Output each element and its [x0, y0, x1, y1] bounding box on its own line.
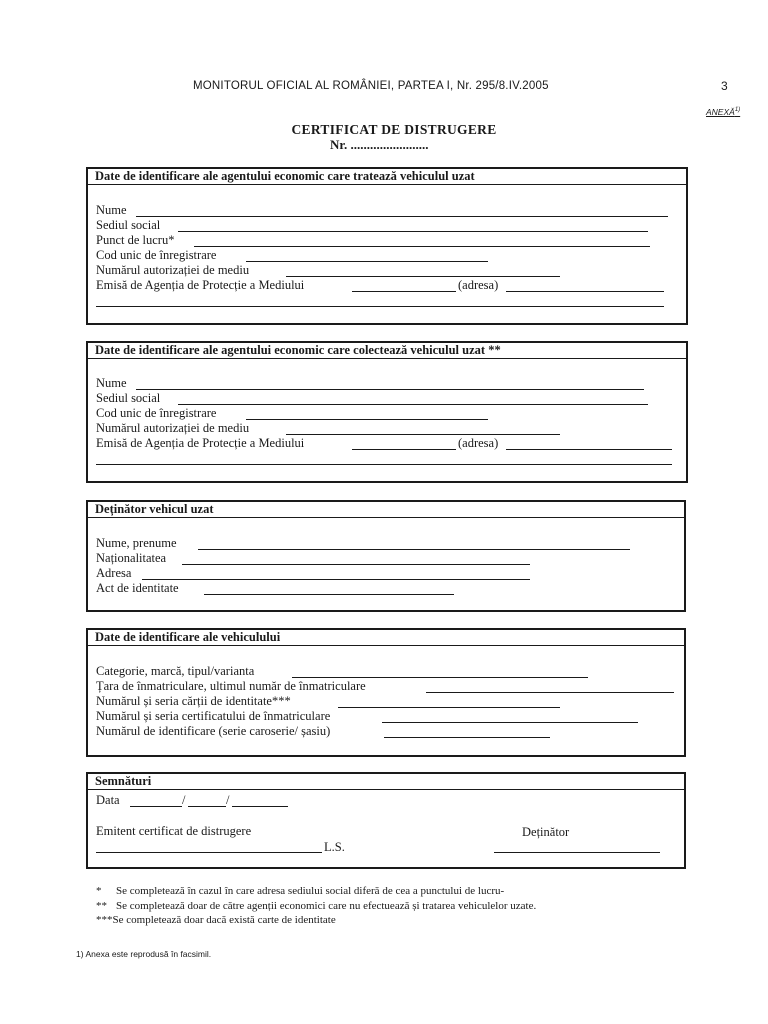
section-heading: Date de identificare ale agentului economic care colectează vehiculul uzat ** [88, 343, 686, 359]
field-label-headquarters: Sediul social [96, 391, 161, 405]
section-heading: Date de identificare ale agentului economic care tratează vehiculul uzat [88, 169, 686, 185]
headquarters-field[interactable] [178, 404, 648, 405]
section-heading: Semnături [88, 774, 684, 790]
vehicle-book-field[interactable] [338, 707, 560, 708]
section-vehicle-holder [86, 500, 686, 612]
section-heading: Deținător vehicul uzat [88, 502, 684, 518]
footnote [76, 949, 211, 959]
footnote-text: Anexa este reprodusă în facsimil. [85, 949, 212, 959]
note-2 [96, 900, 536, 912]
note-3 [96, 914, 336, 926]
field-label-category-make: Categorie, marcă, tipul/varianta [96, 664, 255, 678]
journal-header [193, 80, 549, 92]
note-mark: ** [96, 900, 107, 912]
field-label-full-name: Nume, prenume [96, 536, 177, 550]
agency-address-continuation[interactable] [96, 306, 664, 307]
field-label-issued-by: Emisă de Agenția de Protecție a Mediului [96, 278, 305, 292]
field-label-vin: Numărul de identificare (serie caroserie/ șasiu) [96, 724, 331, 738]
certificate-number: Nr. ........................ [330, 137, 429, 152]
field-label-vehicle-book: Numărul și seria cărții de identitate*** [96, 694, 291, 708]
field-label-registration-country: Țara de înmatriculare, ultimul număr de înmatriculare [96, 679, 366, 693]
section-collecting-agent [86, 341, 688, 483]
field-label-id-document: Act de identitate [96, 581, 179, 595]
registration-code-field[interactable] [246, 419, 488, 420]
field-label-address: Adresa [96, 566, 132, 580]
journal-name: MONITORUL OFICIAL AL ROMÂNIEI, [193, 80, 395, 92]
note-mark: *** [96, 914, 113, 926]
footnote-mark: 1) [76, 949, 84, 959]
env-permit-field[interactable] [286, 434, 560, 435]
env-permit-field[interactable] [286, 276, 560, 277]
headquarters-field[interactable] [178, 231, 648, 232]
agency-address-field[interactable] [506, 291, 664, 292]
name-field[interactable] [136, 389, 644, 390]
issuer-label: Emitent certificat de distrugere [96, 824, 252, 838]
section-treating-agent [86, 167, 688, 325]
agency-address-continuation[interactable] [96, 464, 672, 465]
address-field[interactable] [142, 579, 530, 580]
date-day-field[interactable] [130, 806, 182, 807]
note-text: Se completează doar de către agenții economici care nu efectuează și tratarea vehiculelor uzate. [116, 900, 537, 912]
note-text: Se completează în cazul în care adresa sediului social diferă de cea a punctului de lucru- [116, 885, 505, 897]
registration-country-field[interactable] [426, 692, 674, 693]
nationality-field[interactable] [182, 564, 530, 565]
note-text: Se completează doar dacă există carte de identitate [112, 914, 336, 926]
date-month-field[interactable] [188, 806, 226, 807]
holder-label: Deținător [522, 825, 570, 839]
id-document-field[interactable] [204, 594, 454, 595]
field-label-env-permit: Numărul autorizației de mediu [96, 421, 250, 435]
field-label-registration-code: Cod unic de înregistrare [96, 406, 217, 420]
issued-by-field[interactable] [352, 449, 456, 450]
issued-by-field[interactable] [352, 291, 456, 292]
date-separator: / [182, 793, 186, 807]
note-1 [96, 885, 504, 897]
address-label: (adresa) [458, 278, 499, 292]
full-name-field[interactable] [198, 549, 630, 550]
section-signatures [86, 772, 686, 869]
work-point-field[interactable] [194, 246, 650, 247]
stamp-label: L.S. [324, 840, 345, 854]
name-field[interactable] [136, 216, 668, 217]
section-heading: Date de identificare ale vehiculului [88, 630, 684, 646]
holder-signature-field[interactable] [494, 852, 660, 853]
annex-ref: 1) [734, 107, 741, 114]
field-label-work-point: Punct de lucru* [96, 233, 175, 247]
field-label-nationality: Naționalitatea [96, 551, 167, 565]
field-label-issued-by: Emisă de Agenția de Protecție a Mediului [96, 436, 305, 450]
vin-field[interactable] [384, 737, 550, 738]
field-label-registration-cert: Numărul și seria certificatului de înmatriculare [96, 709, 331, 723]
agency-address-field[interactable] [506, 449, 672, 450]
date-label: Data [96, 793, 120, 807]
field-label-headquarters: Sediul social [96, 218, 161, 232]
note-mark: * [96, 885, 102, 897]
annex-label [706, 107, 740, 117]
address-label: (adresa) [458, 436, 499, 450]
date-separator: / [226, 793, 230, 807]
category-make-field[interactable] [292, 677, 588, 678]
annex-text: ANEXĂ [706, 107, 735, 117]
section-vehicle-data [86, 628, 686, 757]
page-title: CERTIFICAT DE DISTRUGERE [291, 122, 497, 137]
journal-part: PARTEA I, Nr. 295/8.IV.2005 [397, 80, 549, 92]
date-year-field[interactable] [232, 806, 288, 807]
page-number: 3 [721, 79, 728, 93]
field-label-registration-code: Cod unic de înregistrare [96, 248, 217, 262]
issuer-signature-field[interactable] [96, 852, 322, 853]
registration-code-field[interactable] [246, 261, 488, 262]
field-label-name: Nume [96, 203, 127, 217]
field-label-env-permit: Numărul autorizației de mediu [96, 263, 250, 277]
field-label-name: Nume [96, 376, 127, 390]
registration-cert-field[interactable] [382, 722, 638, 723]
